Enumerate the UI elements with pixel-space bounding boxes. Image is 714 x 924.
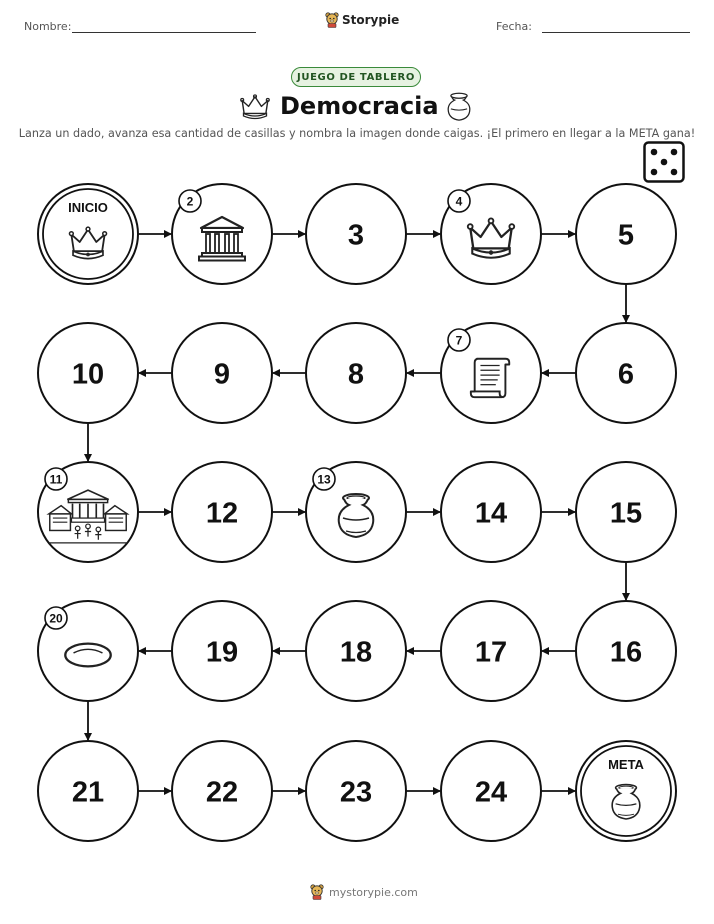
- space-number: 16: [609, 636, 643, 669]
- space-number: 5: [617, 219, 635, 252]
- pot-icon: [612, 785, 640, 819]
- space-number: 12: [205, 497, 239, 530]
- board-space-16[interactable]: [576, 601, 676, 701]
- board-space-22[interactable]: [172, 741, 272, 841]
- space-number: 14: [474, 497, 508, 530]
- space-number: 19: [205, 636, 239, 669]
- space-number: 8: [347, 358, 365, 391]
- space-number: 6: [617, 358, 635, 391]
- board-spaces: [38, 184, 676, 841]
- bear-mascot-icon: [310, 884, 324, 900]
- date-label: Fecha:: [496, 20, 532, 33]
- board-space-19[interactable]: [172, 601, 272, 701]
- board-space-20[interactable]: [38, 601, 138, 701]
- board-space-4[interactable]: [441, 184, 541, 284]
- space-number: 7: [455, 333, 463, 348]
- goal-label: META: [608, 757, 644, 772]
- board-space-14[interactable]: [441, 462, 541, 562]
- board-space-24[interactable]: [441, 741, 541, 841]
- space-number: 15: [609, 497, 643, 530]
- footer: [310, 884, 418, 900]
- board-space-11[interactable]: [38, 462, 138, 562]
- board-space-23[interactable]: [306, 741, 406, 841]
- space-number: 13: [317, 472, 331, 487]
- game-type-badge: JUEGO DE TABLERO: [291, 67, 421, 87]
- pot-icon: [339, 494, 374, 537]
- board-space-12[interactable]: [172, 462, 272, 562]
- brand-name: Storypie: [342, 13, 400, 27]
- board-space-7[interactable]: [441, 323, 541, 423]
- board-space-3[interactable]: [306, 184, 406, 284]
- footer-url: mystorypie.com: [329, 885, 418, 899]
- board-space-1[interactable]: [38, 184, 138, 284]
- space-number: 21: [71, 776, 105, 809]
- board-space-18[interactable]: [306, 601, 406, 701]
- board-space-5[interactable]: [576, 184, 676, 284]
- space-number: 2: [186, 194, 194, 209]
- board-space-2[interactable]: [172, 184, 272, 284]
- board-space-9[interactable]: [172, 323, 272, 423]
- space-number: 11: [49, 472, 63, 487]
- space-number: 23: [339, 776, 373, 809]
- space-number: 10: [71, 358, 105, 391]
- board-space-13[interactable]: [306, 462, 406, 562]
- space-number: 9: [213, 358, 231, 391]
- scroll-icon: [471, 359, 509, 397]
- space-number: 3: [347, 219, 365, 252]
- board-space-25[interactable]: [576, 741, 676, 841]
- instructions: Lanza un dado, avanza esa cantidad de casillas y nombra la imagen donde caigas. ¡El primero en llegar a la META gana!: [18, 127, 696, 140]
- board-space-6[interactable]: [576, 323, 676, 423]
- board-space-21[interactable]: [38, 741, 138, 841]
- space-number: 20: [49, 611, 63, 626]
- board-space-8[interactable]: [306, 323, 406, 423]
- space-number: 18: [339, 636, 373, 669]
- space-number: 24: [474, 776, 508, 809]
- space-number: 4: [455, 194, 463, 209]
- space-number: 22: [205, 776, 239, 809]
- space-number: 17: [474, 636, 508, 669]
- name-label: Nombre:: [24, 20, 72, 33]
- start-label: INICIO: [68, 200, 108, 215]
- board-space-17[interactable]: [441, 601, 541, 701]
- board-space-15[interactable]: [576, 462, 676, 562]
- page-title: Democracia: [280, 92, 439, 120]
- stone-icon: [65, 644, 110, 667]
- board-space-10[interactable]: [38, 323, 138, 423]
